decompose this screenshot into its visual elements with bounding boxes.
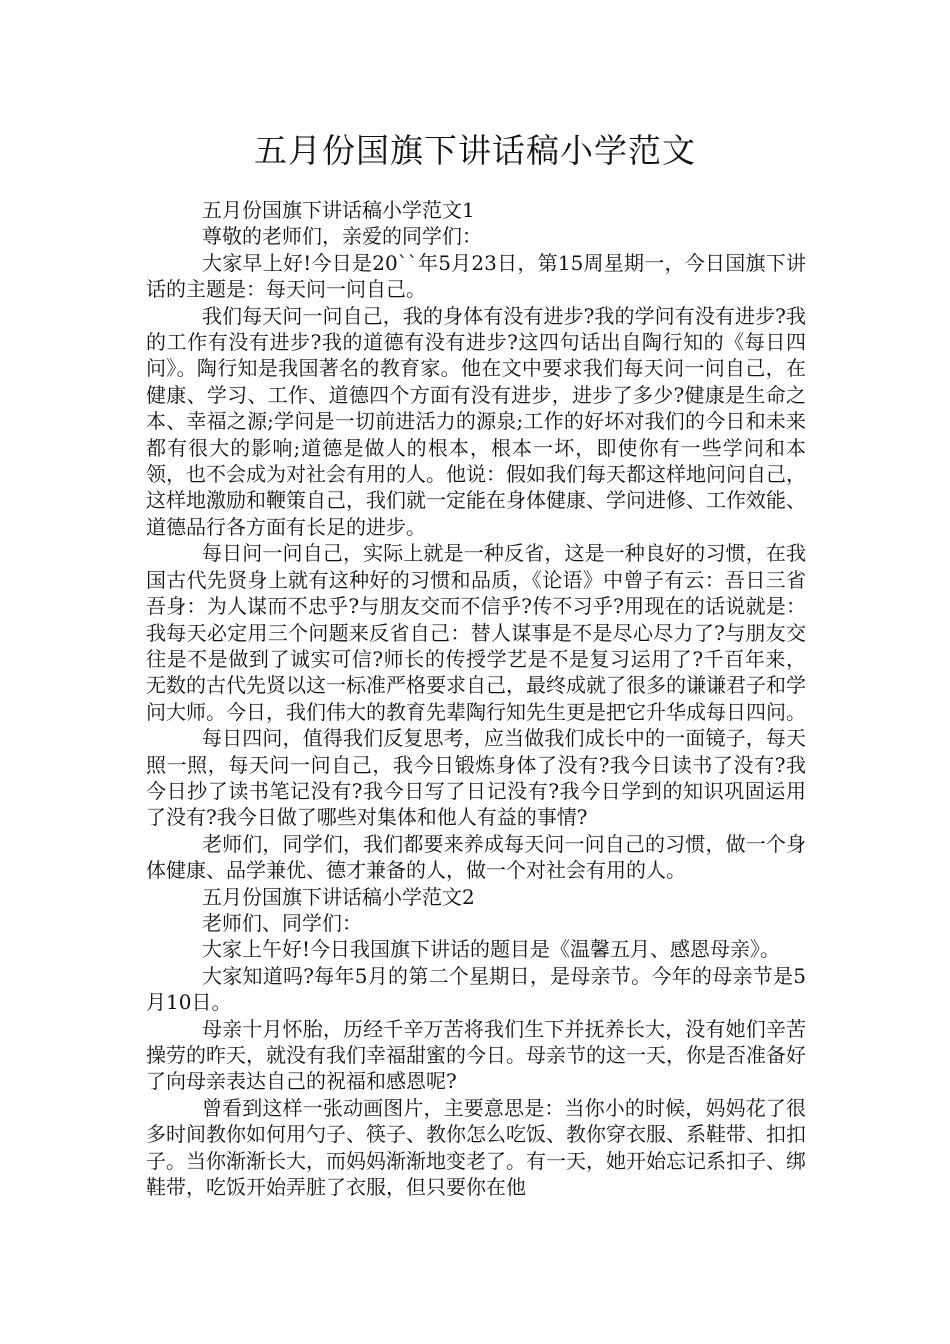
paragraph: 五月份国旗下讲话稿小学范文2 bbox=[202, 884, 475, 909]
paragraph: 老师们、同学们： bbox=[202, 910, 362, 935]
paragraph: 我们每天问一问自己，我的身体有没有进步?我的学问有没有进步?我的工作有没有进步?我的道德有没有进步?这四句话出自陶行知的《每日四问》。陶行知是我国著名的教育家。他在文中要求我们每天问一问自己，在健康、学习、工作、道德四个方面有没有进步，进步了多少?健康是生命之本、幸福之源;学问是一切前进活力的源泉;工作的好坏对我们的今日和未来都有很大的影响;道德是做人的根本，根本一坏，即使你有一些学问和本领，也不会成为对社会有用的人。他说：假如我们每天都这样地问问自己，这样地激励和鞭策自己，我们就一定能在身体健康、学问进修、工作效能、道德品行各方面有长足的进步。 bbox=[146, 303, 806, 539]
paragraph: 每日四问，值得我们反复思考，应当做我们成长中的一面镜子，每天照一照，每天问一问自己，我今日锻炼身体了没有?我今日读书了没有?我今日抄了读书笔记没有?我今日写了日记没有?我今日学到的知识巩固运用了没有?我今日做了哪些对集体和他人有益的事情? bbox=[146, 726, 806, 830]
paragraph: 曾看到这样一张动画图片，主要意思是：当你小的时候，妈妈花了很多时间教你如何用勺子、筷子、教你怎么吃饭、教你穿衣服、系鞋带、扣扣子。当你渐渐长大，而妈妈渐渐地变老了。有一天，她开始忘记系扣子、绑鞋带，吃饭开始弄脏了衣服，但只要你在他 bbox=[146, 1095, 806, 1200]
document-body bbox=[146, 197, 806, 1200]
paragraph: 每日问一问自己，实际上就是一种反省，这是一种良好的习惯，在我国古代先贤身上就有这种好的习惯和品质，《论语》中曾子有云：吾日三省吾身：为人谋而不忠乎?与朋友交而不信乎?传不习乎?用现在的话说就是：我每天必定用三个问题来反省自己：替人谋事是不是尽心尽力了?与朋友交往是不是做到了诚实可信?师长的传授学艺是不是复习运用了?千百年来，无数的古代先贤以这一标准严格要求自己，最终成就了很多的谦谦君子和学问大师。今日，我们伟大的教育先辈陶行知先生更是把它升华成每日四问。 bbox=[146, 541, 806, 724]
paragraph: 母亲十月怀胎，历经千辛万苦将我们生下并抚养长大，没有她们辛苦操劳的昨天，就没有我们幸福甜蜜的今日。母亲节的这一天，你是否准备好了向母亲表达自己的祝福和感恩呢? bbox=[146, 1016, 806, 1094]
paragraph: 大家上午好!今日我国旗下讲话的题目是《温馨五月、感恩母亲》。 bbox=[202, 937, 781, 962]
paragraph: 大家早上好!今日是20``年5月23日，第15周星期一，今日国旗下讲话的主题是：每天问一问自己。 bbox=[146, 250, 806, 302]
paragraph: 五月份国旗下讲话稿小学范文1 bbox=[202, 198, 475, 222]
document-title: 五月份国旗下讲话稿小学范文 bbox=[254, 131, 696, 170]
paragraph: 老师们，同学们，我们都要来养成每天问一问自己的习惯，做一个身体健康、品学兼优、德才兼备的人，做一个对社会有用的人。 bbox=[146, 831, 806, 883]
paragraph: 尊敬的老师们，亲爱的同学们： bbox=[202, 224, 482, 249]
paragraph: 大家知道吗?每年5月的第二个星期日，是母亲节。今年的母亲节是5月10日。 bbox=[146, 963, 806, 1015]
